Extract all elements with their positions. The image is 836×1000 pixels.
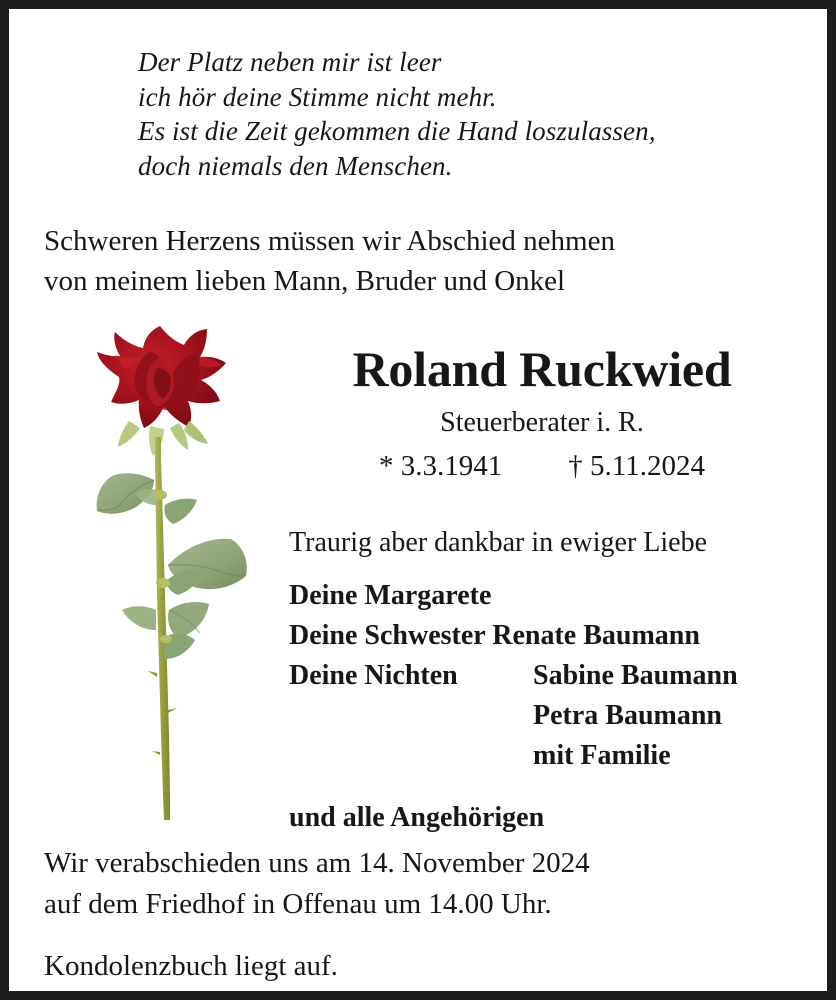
mourner-spouse: Deine Margarete [289, 580, 492, 612]
rose-leaf-upper-right [164, 499, 197, 524]
red-rose-icon [57, 325, 267, 825]
rose-stem-node [156, 578, 170, 588]
poem-line-4: doch niemals den Menschen. [138, 150, 453, 181]
nieces-label: Deine Nichten [289, 660, 458, 692]
tribute-text: Traurig aber dankbar in ewiger Liebe [289, 526, 708, 558]
niece-name-2: Petra Baumann [533, 700, 722, 732]
nieces-names [533, 656, 738, 776]
farewell-intro [44, 221, 615, 301]
condolence-book-note: Kondolenzbuch liegt auf. [44, 950, 338, 982]
all-relatives: und alle Angehörigen [289, 802, 545, 834]
niece-family-note: mit Familie [533, 740, 671, 772]
memorial-block [277, 343, 807, 838]
rose-leaf-lower-left [122, 606, 156, 630]
birth-date: * 3.3.1941 [379, 450, 503, 483]
rose-stem-node [160, 635, 172, 643]
rose-thorn [148, 671, 157, 677]
mourners-list [277, 576, 807, 838]
rose-sepals [118, 421, 208, 456]
memorial-poem [138, 45, 656, 183]
rose-leaf-lower-right [168, 602, 209, 638]
rose-thorn [168, 708, 177, 713]
farewell-line-1: Wir verabschieden uns am 14. November 2024 [44, 847, 590, 879]
rose-thorn [152, 751, 160, 755]
rose-stem-node [153, 490, 167, 500]
intro-line-2: von meinem lieben Mann, Bruder und Onkel [44, 265, 566, 297]
mourner-sister: Deine Schwester Renate Baumann [289, 620, 700, 652]
niece-name-1: Sabine Baumann [533, 660, 738, 692]
mourner-nieces-group [289, 656, 807, 776]
farewell-line-2: auf dem Friedhof in Offenau um 14.00 Uhr. [44, 888, 552, 920]
intro-line-1: Schweren Herzens müssen wir Abschied nehmen [44, 225, 615, 257]
funeral-details [44, 843, 590, 987]
poem-line-1: Der Platz neben mir ist leer [138, 47, 442, 77]
life-dates [277, 450, 807, 483]
rose-bloom [97, 326, 226, 428]
deceased-profession: Steuerberater i. R. [440, 406, 644, 438]
deceased-name: Roland Ruckwied [352, 341, 732, 397]
poem-line-2: ich hör deine Stimme nicht mehr. [138, 81, 497, 112]
poem-line-3: Es ist die Zeit gekommen die Hand loszulassen, [138, 116, 656, 146]
obituary-card [9, 9, 827, 991]
death-date: † 5.11.2024 [568, 450, 705, 483]
